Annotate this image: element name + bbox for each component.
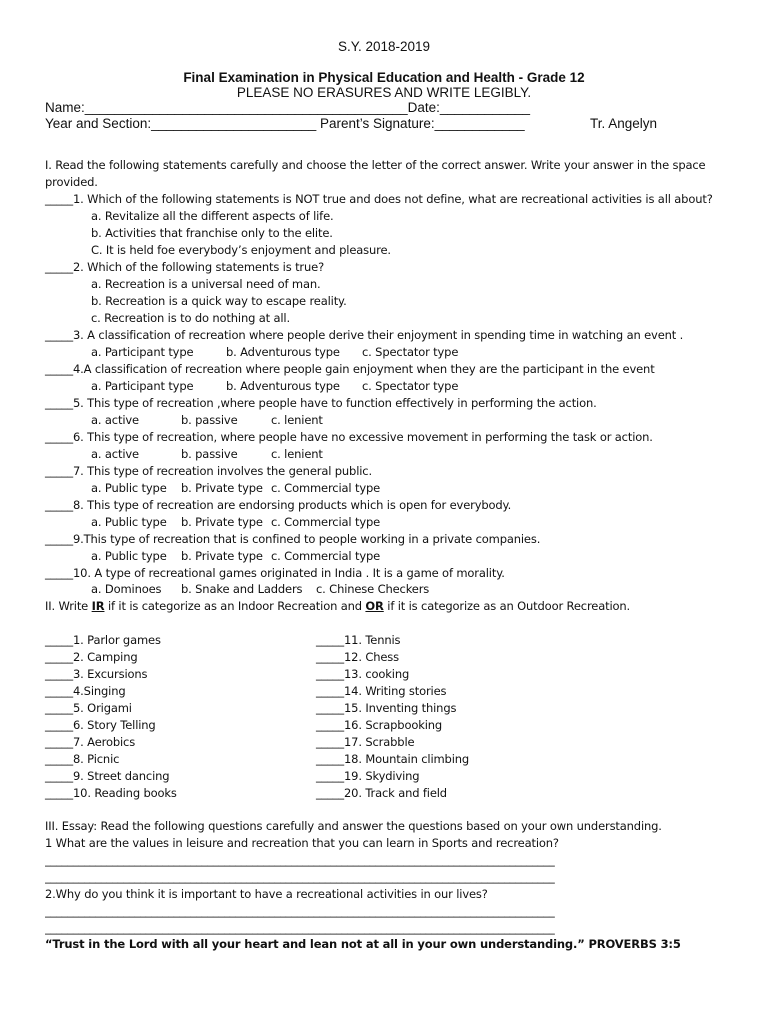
q7-option-b: b. Private type bbox=[181, 481, 263, 495]
q4-option-b: b. Adventurous type bbox=[226, 379, 340, 393]
school-year: S.Y. 2018-2019 bbox=[337, 39, 431, 54]
question-10: _____10. A type of recreational games originated in India . It is a game of morality. bbox=[45, 566, 505, 580]
q9-option-b: b. Private type bbox=[181, 549, 263, 563]
essay-question-2: 2.Why do you think it is important to have a recreational activities in our lives? bbox=[45, 887, 488, 901]
part3-instruction: III. Essay: Read the following questions carefully and answer the questions based on your own understanding. bbox=[45, 819, 662, 833]
name-date-line: Name:___________________________________________Date:____________ bbox=[45, 100, 530, 115]
part1-instruction-cont: provided. bbox=[45, 175, 98, 189]
part2-item: _____17. Scrabble bbox=[316, 735, 415, 749]
q7-option-a: a. Public type bbox=[91, 481, 167, 495]
q2-option-c: c. Recreation is to do nothing at all. bbox=[91, 311, 290, 325]
question-2: _____2. Which of the following statements is true? bbox=[45, 260, 325, 274]
question-5: _____5. This type of recreation ,where people have to function effectively in performing the action. bbox=[45, 396, 597, 410]
q3-option-b: b. Adventurous type bbox=[226, 345, 340, 359]
q6-option-b: b. passive bbox=[181, 447, 238, 461]
part2-item: _____4.Singing bbox=[45, 684, 126, 698]
answer-line[interactable]: ___________________________________________________________________________________________ bbox=[45, 853, 555, 867]
part2-item: _____16. Scrapbooking bbox=[316, 718, 443, 732]
part1-instruction: I. Read the following statements carefully and choose the letter of the correct answer. Write your answer in the space bbox=[45, 158, 706, 172]
ir-label: IR bbox=[91, 599, 105, 613]
part2-instruction-mid: if it is categorize as an Indoor Recreation and bbox=[104, 599, 366, 613]
question-3: _____3. A classification of recreation where people derive their enjoyment in spending time in watching an event . bbox=[45, 328, 684, 342]
part2-instruction-pre: II. Write bbox=[45, 599, 92, 613]
answer-line[interactable]: ___________________________________________________________________________________________ bbox=[45, 870, 555, 884]
part2-instruction bbox=[45, 598, 630, 615]
part2-item: _____3. Excursions bbox=[45, 667, 148, 681]
or-label: OR bbox=[365, 599, 384, 613]
part2-item: _____14. Writing stories bbox=[316, 684, 447, 698]
part2-item: _____1. Parlor games bbox=[45, 633, 161, 647]
q8-option-b: b. Private type bbox=[181, 515, 263, 529]
exam-instruction: PLEASE NO ERASURES AND WRITE LEGIBLY. bbox=[236, 85, 532, 100]
part2-item: _____19. Skydiving bbox=[316, 769, 420, 783]
part2-item: _____18. Mountain climbing bbox=[316, 752, 470, 766]
part2-item: _____9. Street dancing bbox=[45, 769, 170, 783]
q1-option-c: C. It is held foe everybody’s enjoyment and pleasure. bbox=[91, 243, 391, 257]
teacher-name: Tr. Angelyn bbox=[590, 116, 658, 131]
q10-option-b: b. Snake and Ladders bbox=[181, 582, 303, 596]
q7-option-c: c. Commercial type bbox=[271, 481, 381, 495]
q5-option-b: b. passive bbox=[181, 413, 238, 427]
q2-option-a: a. Recreation is a universal need of man. bbox=[91, 277, 321, 291]
q5-option-c: c. lenient bbox=[271, 413, 323, 427]
question-8: _____8. This type of recreation are endorsing products which is open for everybody. bbox=[45, 498, 512, 512]
part2-item: _____15. Inventing things bbox=[316, 701, 457, 715]
q10-option-c: c. Chinese Checkers bbox=[316, 582, 430, 596]
part2-instruction-post: if it is categorize as an Outdoor Recreation. bbox=[383, 599, 631, 613]
q9-option-a: a. Public type bbox=[91, 549, 167, 563]
answer-line[interactable]: ___________________________________________________________________________________________ bbox=[45, 921, 555, 935]
part2-item: _____2. Camping bbox=[45, 650, 138, 664]
part2-item: _____20. Track and field bbox=[316, 786, 447, 800]
q6-option-a: a. active bbox=[91, 447, 139, 461]
q8-option-c: c. Commercial type bbox=[271, 515, 381, 529]
part2-item: _____7. Aerobics bbox=[45, 735, 136, 749]
q3-option-c: c. Spectator type bbox=[362, 345, 459, 359]
q4-option-c: c. Spectator type bbox=[362, 379, 459, 393]
q1-option-b: b. Activities that franchise only to the elite. bbox=[91, 226, 333, 240]
question-7: _____7. This type of recreation involves the general public. bbox=[45, 464, 372, 478]
question-6: _____6. This type of recreation, where people have no excessive movement in performing the task or action. bbox=[45, 430, 653, 444]
part2-item: _____8. Picnic bbox=[45, 752, 120, 766]
question-9: _____9.This type of recreation that is confined to people working in a private companies. bbox=[45, 532, 541, 546]
q5-option-a: a. active bbox=[91, 413, 139, 427]
part2-item: _____13. cooking bbox=[316, 667, 410, 681]
q9-option-c: c. Commercial type bbox=[271, 549, 381, 563]
question-1: _____1. Which of the following statements is NOT true and does not define, what are recreational activities is all about? bbox=[45, 192, 713, 206]
q10-option-a: a. Dominoes bbox=[91, 582, 162, 596]
question-4: _____4.A classification of recreation where people gain enjoyment when they are the participant in the event bbox=[45, 362, 655, 376]
q2-option-b: b. Recreation is a quick way to escape reality. bbox=[91, 294, 347, 308]
section-signature-line: Year and Section:______________________ Parent’s Signature:____________ bbox=[45, 116, 525, 131]
part2-item: _____11. Tennis bbox=[316, 633, 401, 647]
answer-line[interactable]: ___________________________________________________________________________________________ bbox=[45, 904, 555, 918]
bible-quote: “Trust in the Lord with all your heart and lean not at all in your own understanding.” PROVERBS 3:5 bbox=[45, 937, 681, 951]
essay-question-1: 1 What are the values in leisure and recreation that you can learn in Sports and recreation? bbox=[45, 836, 559, 850]
part2-item: _____5. Origami bbox=[45, 701, 132, 715]
q4-option-a: a. Participant type bbox=[91, 379, 194, 393]
exam-title: Final Examination in Physical Education and Health - Grade 12 bbox=[183, 70, 585, 85]
part2-item: _____10. Reading books bbox=[45, 786, 177, 800]
q6-option-c: c. lenient bbox=[271, 447, 323, 461]
part2-item: _____6. Story Telling bbox=[45, 718, 156, 732]
q1-option-a: a. Revitalize all the different aspects of life. bbox=[91, 209, 334, 223]
q3-option-a: a. Participant type bbox=[91, 345, 194, 359]
part2-item: _____12. Chess bbox=[316, 650, 399, 664]
q8-option-a: a. Public type bbox=[91, 515, 167, 529]
